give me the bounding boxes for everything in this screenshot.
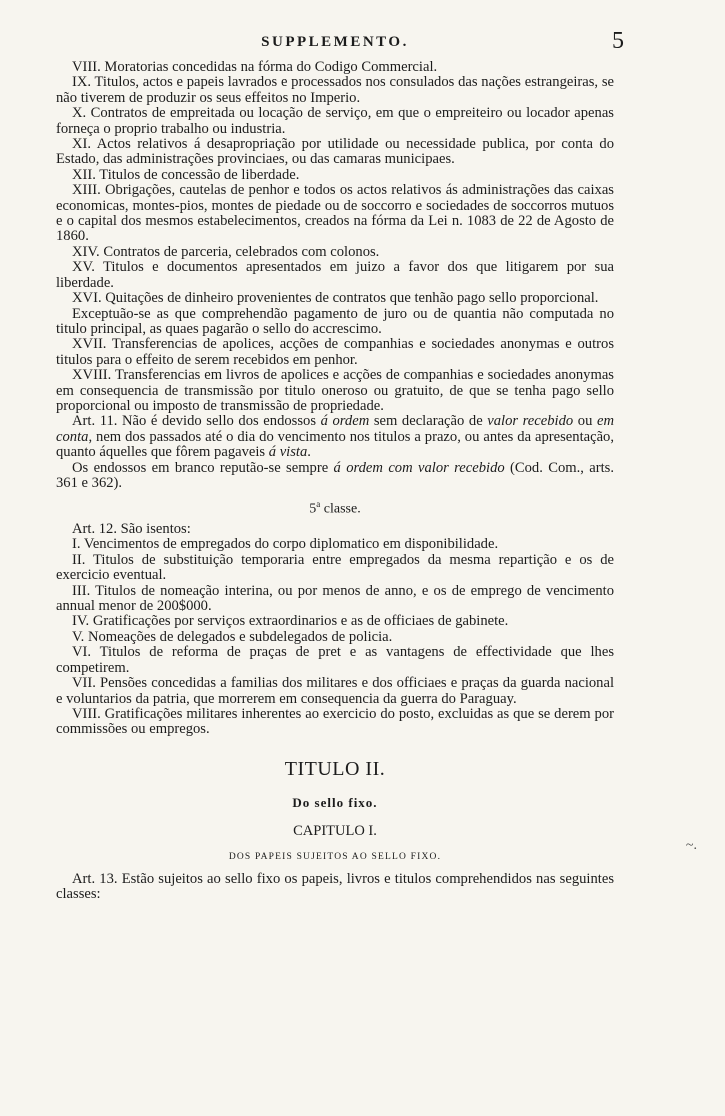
paragraph: X. Contratos de empreitada ou locação de serviço, em que o empreiteiro ou locador apenas forneça o proprio trabalho ou industria. bbox=[56, 105, 614, 137]
text-run: Os endossos em branco reputão-se sempre bbox=[72, 459, 334, 476]
paragraph: XV. Titulos e documentos apresentados em juizo a favor dos que litigarem por sua liberdade. bbox=[56, 259, 614, 291]
italic-run: valor recebido bbox=[487, 413, 574, 430]
text-run: ou bbox=[573, 413, 597, 430]
paragraph: V. Nomeações de delegados e subdelegados de policia. bbox=[72, 628, 393, 645]
italic-run: á ordem com valor recebido bbox=[333, 459, 505, 476]
class-ordinal: a bbox=[316, 499, 321, 510]
paragraph: XII. Titulos de concessão de liberdade. bbox=[72, 166, 300, 183]
paragraph: IX. Titulos, actos e papeis lavrados e processados nos consulados das nações estrangeiras, se não tiverem de produzir os seus effeitos no Imperio. bbox=[56, 74, 614, 106]
italic-run: á vista bbox=[268, 444, 308, 461]
text-run: (Cod. Com., arts. 361 e 362). bbox=[56, 459, 614, 491]
chapter-heading: CAPITULO I. bbox=[293, 822, 377, 839]
paragraph: XIII. Obrigações, cautelas de penhor e todos os actos relativos ás administrações das caixas economicas, montes-pios, montes de piedade ou de soccorro e sociedades de soccorros mutuos e o capital dos mesmos estabelecimentos, creados na fórma da Lei n. 1083 de 22 de Agosto de 1860. bbox=[56, 182, 614, 245]
paragraph: VIII. Moratorias concedidas na fórma do Codigo Commercial. bbox=[72, 59, 438, 75]
paragraph: XVI. Quitações de dinheiro provenientes de contratos que tenhão pago sello proporcional. bbox=[72, 290, 599, 307]
class-word: classe. bbox=[320, 502, 361, 518]
subtitle-heading: Do sello fixo. bbox=[292, 794, 378, 810]
paragraph: VI. Titulos de reforma de praças de pret e as vantagens de effectividade que lhes competirem. bbox=[56, 644, 614, 676]
running-title: SUPPLEMENTO. bbox=[261, 34, 409, 50]
text-run: , nem dos passados até o dia do vencimento nos titulos a prazo, ou antes da apresentação, quanto áquelles que fôrem pagaveis bbox=[56, 428, 614, 461]
paragraph: IV. Gratificações por serviços extraordinarios e as de officiaes de gabinete. bbox=[72, 613, 509, 630]
paragraph: III. Titulos de nomeação interina, ou por menos de anno, e os de emprego de vencimento annual menor de 200$000. bbox=[56, 582, 614, 615]
paragraph: Exceptuão-se as que comprehendão pagamento de juro ou de quantia não computada no titulo principal, as quaes pagarão o sello do accrescimo. bbox=[56, 305, 614, 337]
page-number: 5 bbox=[612, 28, 624, 54]
text-run: sem declaração de bbox=[369, 413, 488, 430]
paragraph: XVII. Transferencias de apolices, acções de companhias e sociedades anonymas e outros titulos para o effeito de serem recebidos em penhor. bbox=[56, 336, 614, 368]
endossos-paragraph bbox=[56, 461, 614, 492]
margin-mark: ~. bbox=[685, 838, 697, 853]
text-run: . bbox=[307, 444, 311, 461]
paragraph: XVIII. Transferencias em livros de apolices e acções de companhias e sociedades anonymas em consequencia de transmissão por titulo oneroso ou gratuito, de que se tenha pago sello proporcional ou imposto de transmissão de propriedade. bbox=[56, 367, 614, 414]
italic-run: em conta bbox=[56, 413, 614, 445]
paragraph: XIV. Contratos de parceria, celebrados com colonos. bbox=[72, 243, 380, 260]
title-heading: TITULO II. bbox=[284, 757, 386, 780]
paragraph: XI. Actos relativos á desapropriação por utilidade ou necessidade publica, por conta do Estado, das administrações provinciaes, ou das camaras municipaes. bbox=[56, 136, 614, 168]
paragraph: Art. 12. São isentos: bbox=[72, 521, 191, 538]
exemptions-list-a bbox=[56, 60, 614, 414]
text-run: Art. 11. Não é devido sello dos endossos bbox=[72, 413, 321, 430]
paragraph: I. Vencimentos de empregados do corpo diplomatico em disponibilidade. bbox=[72, 536, 499, 553]
paragraph: VIII. Gratificações militares inherentes ao exercicio do posto, excluidas as que se derem por commissões ou empregos. bbox=[56, 705, 614, 738]
paragraph: VII. Pensões concedidas a familias dos militares e dos officiaes e praças da guarda nacional e voluntarios da patria, que morrerem em consequencia da guerra do Paraguay. bbox=[56, 675, 614, 707]
art-11 bbox=[56, 414, 614, 460]
section-heading: DOS PAPEIS SUJEITOS AO SELLO FIXO. bbox=[228, 851, 442, 862]
italic-run: á ordem bbox=[320, 413, 370, 430]
document-page bbox=[56, 26, 624, 903]
exemptions-list-b bbox=[56, 522, 614, 738]
art-13: Art. 13. Estão sujeitos ao sello fixo os papeis, livros e titulos comprehendidos nas seguintes classes: bbox=[56, 870, 614, 903]
paragraph: II. Titulos de substituição temporaria entre empregados da mesma repartição e os de exercicio eventual. bbox=[56, 551, 614, 584]
class-number: 5 bbox=[309, 502, 317, 518]
class-heading bbox=[56, 499, 614, 518]
page-header bbox=[56, 26, 624, 60]
